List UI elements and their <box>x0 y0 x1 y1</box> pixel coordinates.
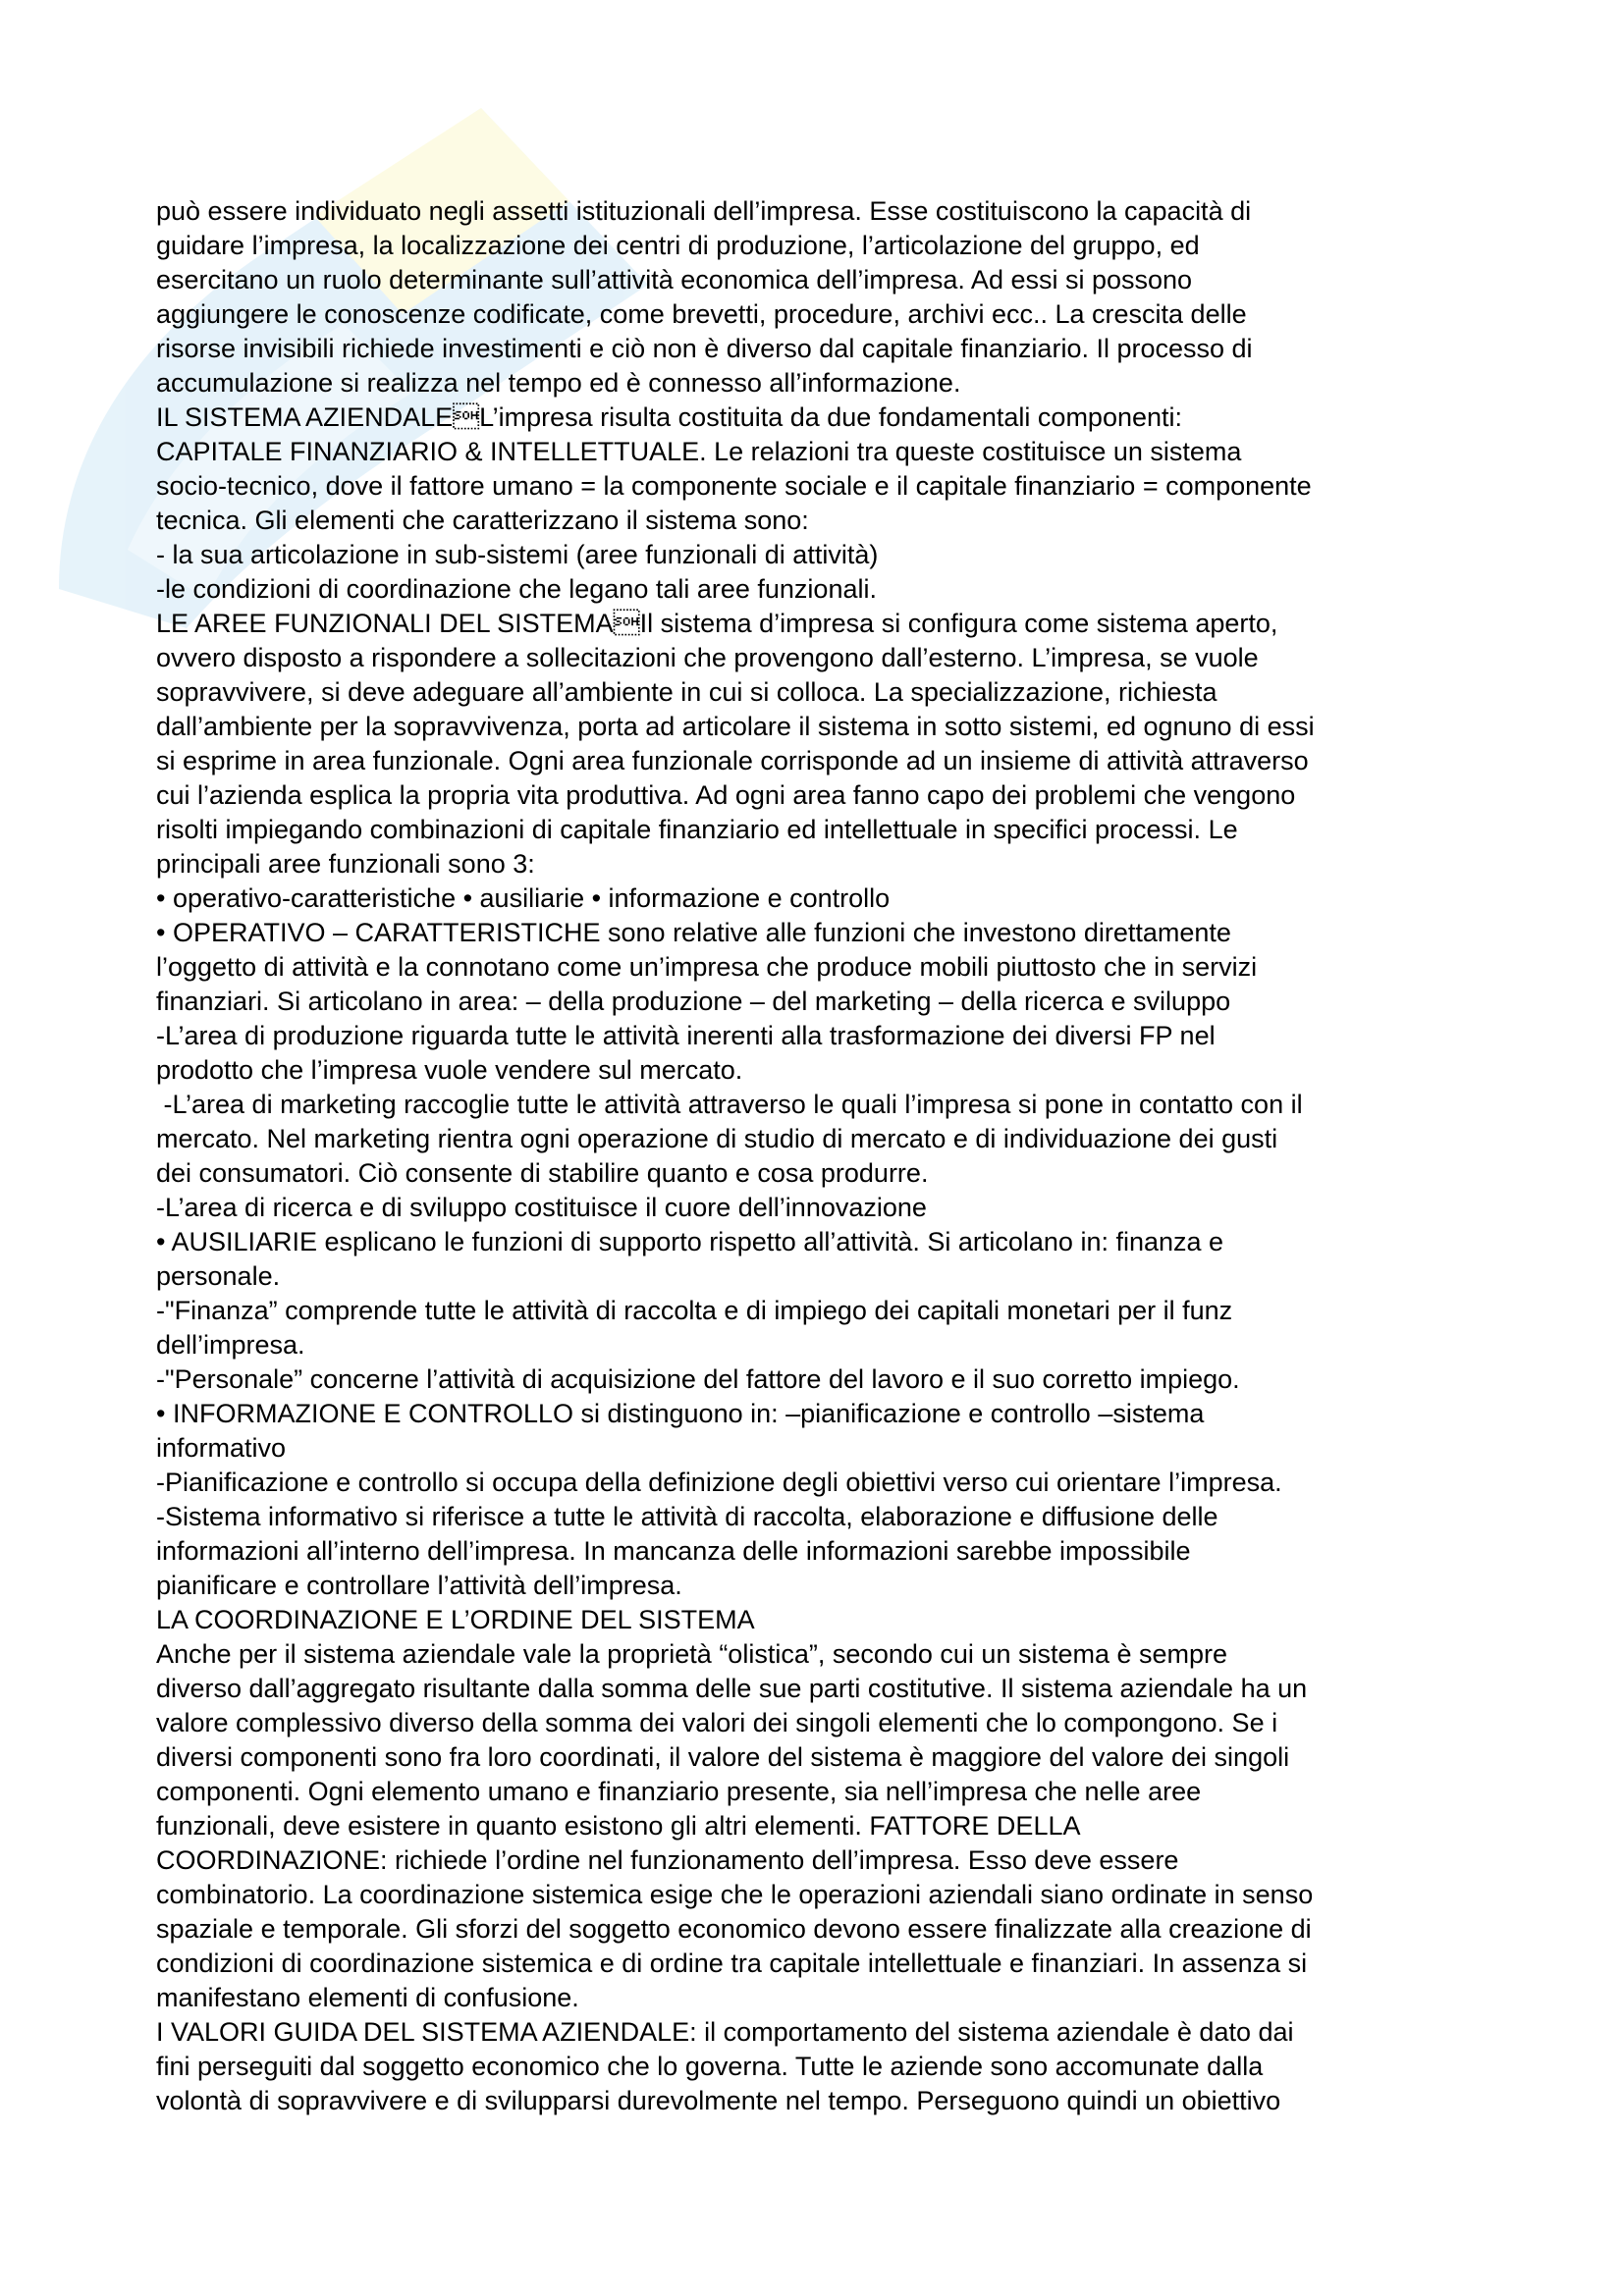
text-line: tecnica. Gli elementi che caratterizzano il sistema sono: <box>156 506 809 535</box>
text-line: -"Personale” concerne l’attività di acquisizione del fattore del lavoro e il suo corretto impiego. <box>156 1364 1240 1394</box>
text-line: dall’ambiente per la sopravvivenza, porta ad articolare il sistema in sotto sistemi, ed ognuno di essi <box>156 712 1315 741</box>
text-line: guidare l’impresa, la localizzazione dei centri di produzione, l’articolazione del gruppo, ed <box>156 231 1200 260</box>
text-line: IL SISTEMA AZIENDALEL’impresa risulta costituita da due fondamentali componenti: <box>156 402 1183 432</box>
text-line: -le condizioni di coordinazione che legano tali aree funzionali. <box>156 574 877 604</box>
text-line: risolti impiegando combinazioni di capitale finanziario ed intellettuale in specifici processi. Le <box>156 815 1238 844</box>
text-line: dell’impresa. <box>156 1330 305 1360</box>
text-line: • INFORMAZIONE E CONTROLLO si distinguono in: –pianificazione e controllo –sistema <box>156 1399 1205 1428</box>
text-line: risorse invisibili richiede investimenti e ciò non è diverso dal capitale finanziario. Il processo di <box>156 334 1253 363</box>
text-line: -L’area di produzione riguarda tutte le attività inerenti alla trasformazione dei diversi FP nel <box>156 1021 1216 1050</box>
text-line: principali aree funzionali sono 3: <box>156 849 535 879</box>
text-line: condizioni di coordinazione sistemica e di ordine tra capitale intellettuale e finanziari. In assenza si <box>156 1949 1308 1978</box>
text-line: dei consumatori. Ciò consente di stabilire quanto e cosa produrre. <box>156 1158 929 1188</box>
text-line: accumulazione si realizza nel tempo ed è connesso all’informazione. <box>156 368 961 398</box>
text-line: spaziale e temporale. Gli sforzi del soggetto economico devono essere finalizzate alla creazione di <box>156 1914 1312 1944</box>
text-line: sopravvivere, si deve adeguare all’ambiente in cui si colloca. La specializzazione, richiesta <box>156 677 1217 707</box>
text-line: finanziari. Si articolano in area: – della produzione – del marketing – della ricerca e sviluppo <box>156 987 1231 1016</box>
text-line: personale. <box>156 1261 281 1291</box>
text-line: l’oggetto di attività e la connotano come un’impresa che produce mobili piuttosto che in servizi <box>156 952 1258 982</box>
document-body <box>156 194 1477 2118</box>
text-line: valore complessivo diverso della somma dei valori dei singoli elementi che lo compongono. Se i <box>156 1708 1278 1737</box>
text-line: mercato. Nel marketing rientra ogni operazione di studio di mercato e di individuazione dei gusti <box>156 1124 1278 1153</box>
text-line: volontà di sopravvivere e di svilupparsi durevolmente nel tempo. Perseguono quindi un obiettivo <box>156 2086 1281 2115</box>
text-line: pianificare e controllare l’attività dell’impresa. <box>156 1571 682 1600</box>
text-line: cui l’azienda esplica la propria vita produttiva. Ad ogni area fanno capo dei problemi che vengono <box>156 780 1296 810</box>
text-line: -"Finanza” comprende tutte le attività di raccolta e di impiego dei capitali monetari per il funz <box>156 1296 1233 1325</box>
text-line: componenti. Ogni elemento umano e finanziario presente, sia nell’impresa che nelle aree <box>156 1777 1202 1806</box>
text-line: • OPERATIVO – CARATTERISTICHE sono relative alle funzioni che investono direttamente <box>156 918 1231 947</box>
text-line: funzionali, deve esistere in quanto esistono gli altri elementi. FATTORE DELLA <box>156 1811 1081 1841</box>
text-line: Anche per il sistema aziendale vale la proprietà “olistica”, secondo cui un sistema è sempre <box>156 1639 1228 1669</box>
text-line: -L’area di ricerca e di sviluppo costituisce il cuore dell’innovazione <box>156 1193 927 1222</box>
text-line: può essere individuato negli assetti istituzionali dell’impresa. Esse costituiscono la capacità di <box>156 196 1252 226</box>
text-line: manifestano elementi di confusione. <box>156 1983 579 2012</box>
text-line: diversi componenti sono fra loro coordinati, il valore del sistema è maggiore del valore dei singoli <box>156 1742 1290 1772</box>
text-line: • operativo-caratteristiche • ausiliarie • informazione e controllo <box>156 883 891 913</box>
text-line: informativo <box>156 1433 287 1463</box>
text-line: -Pianificazione e controllo si occupa della definizione degli obiettivi verso cui orientare l’impresa. <box>156 1468 1282 1497</box>
text-line: si esprime in area funzionale. Ogni area funzionale corrisponde ad un insieme di attività attraverso <box>156 746 1309 775</box>
text-line: combinatorio. La coordinazione sistemica esige che le operazioni aziendali siano ordinate in senso <box>156 1880 1314 1909</box>
text-line: • AUSILIARIE esplicano le funzioni di supporto rispetto all’attività. Si articolano in: finanza e <box>156 1227 1224 1256</box>
text-line: ovvero disposto a rispondere a sollecitazioni che provengono dall’esterno. L’impresa, se vuole <box>156 643 1259 672</box>
text-line: - la sua articolazione in sub-sistemi (aree funzionali di attività) <box>156 540 879 569</box>
text-line: fini perseguiti dal soggetto economico che lo governa. Tutte le aziende sono accomunate dalla <box>156 2052 1264 2081</box>
text-line: esercitano un ruolo determinante sull’attività economica dell’impresa. Ad essi si possono <box>156 265 1193 294</box>
text-line: COORDINAZIONE: richiede l’ordine nel funzionamento dell’impresa. Esso deve essere <box>156 1845 1179 1875</box>
text-line: I VALORI GUIDA DEL SISTEMA AZIENDALE: il comportamento del sistema aziendale è dato dai <box>156 2017 1294 2047</box>
text-line: -L’area di marketing raccoglie tutte le attività attraverso le quali l’impresa si pone in contatto con il <box>156 1090 1303 1119</box>
text-line: prodotto che l’impresa vuole vendere sul mercato. <box>156 1055 743 1085</box>
text-line: informazioni all’interno dell’impresa. In mancanza delle informazioni sarebbe impossibile <box>156 1536 1191 1566</box>
text-line: CAPITALE FINANZIARIO & INTELLETTUALE. Le relazioni tra queste costituisce un sistema <box>156 437 1242 466</box>
text-line: aggiungere le conoscenze codificate, come brevetti, procedure, archivi ecc.. La crescita delle <box>156 299 1247 329</box>
text-line: diverso dall’aggregato risultante dalla somma delle sue parti costitutive. Il sistema aziendale ha un <box>156 1674 1308 1703</box>
text-line: -Sistema informativo si riferisce a tutte le attività di raccolta, elaborazione e diffusione delle <box>156 1502 1218 1531</box>
text-line: LA COORDINAZIONE E L’ORDINE DEL SISTEMA <box>156 1605 755 1634</box>
text-line: socio-tecnico, dove il fattore umano = la componente sociale e il capitale finanziario = componente <box>156 471 1312 501</box>
text-line: LE AREE FUNZIONALI DEL SISTEMAIl sistema d’impresa si configura come sistema aperto, <box>156 609 1278 638</box>
